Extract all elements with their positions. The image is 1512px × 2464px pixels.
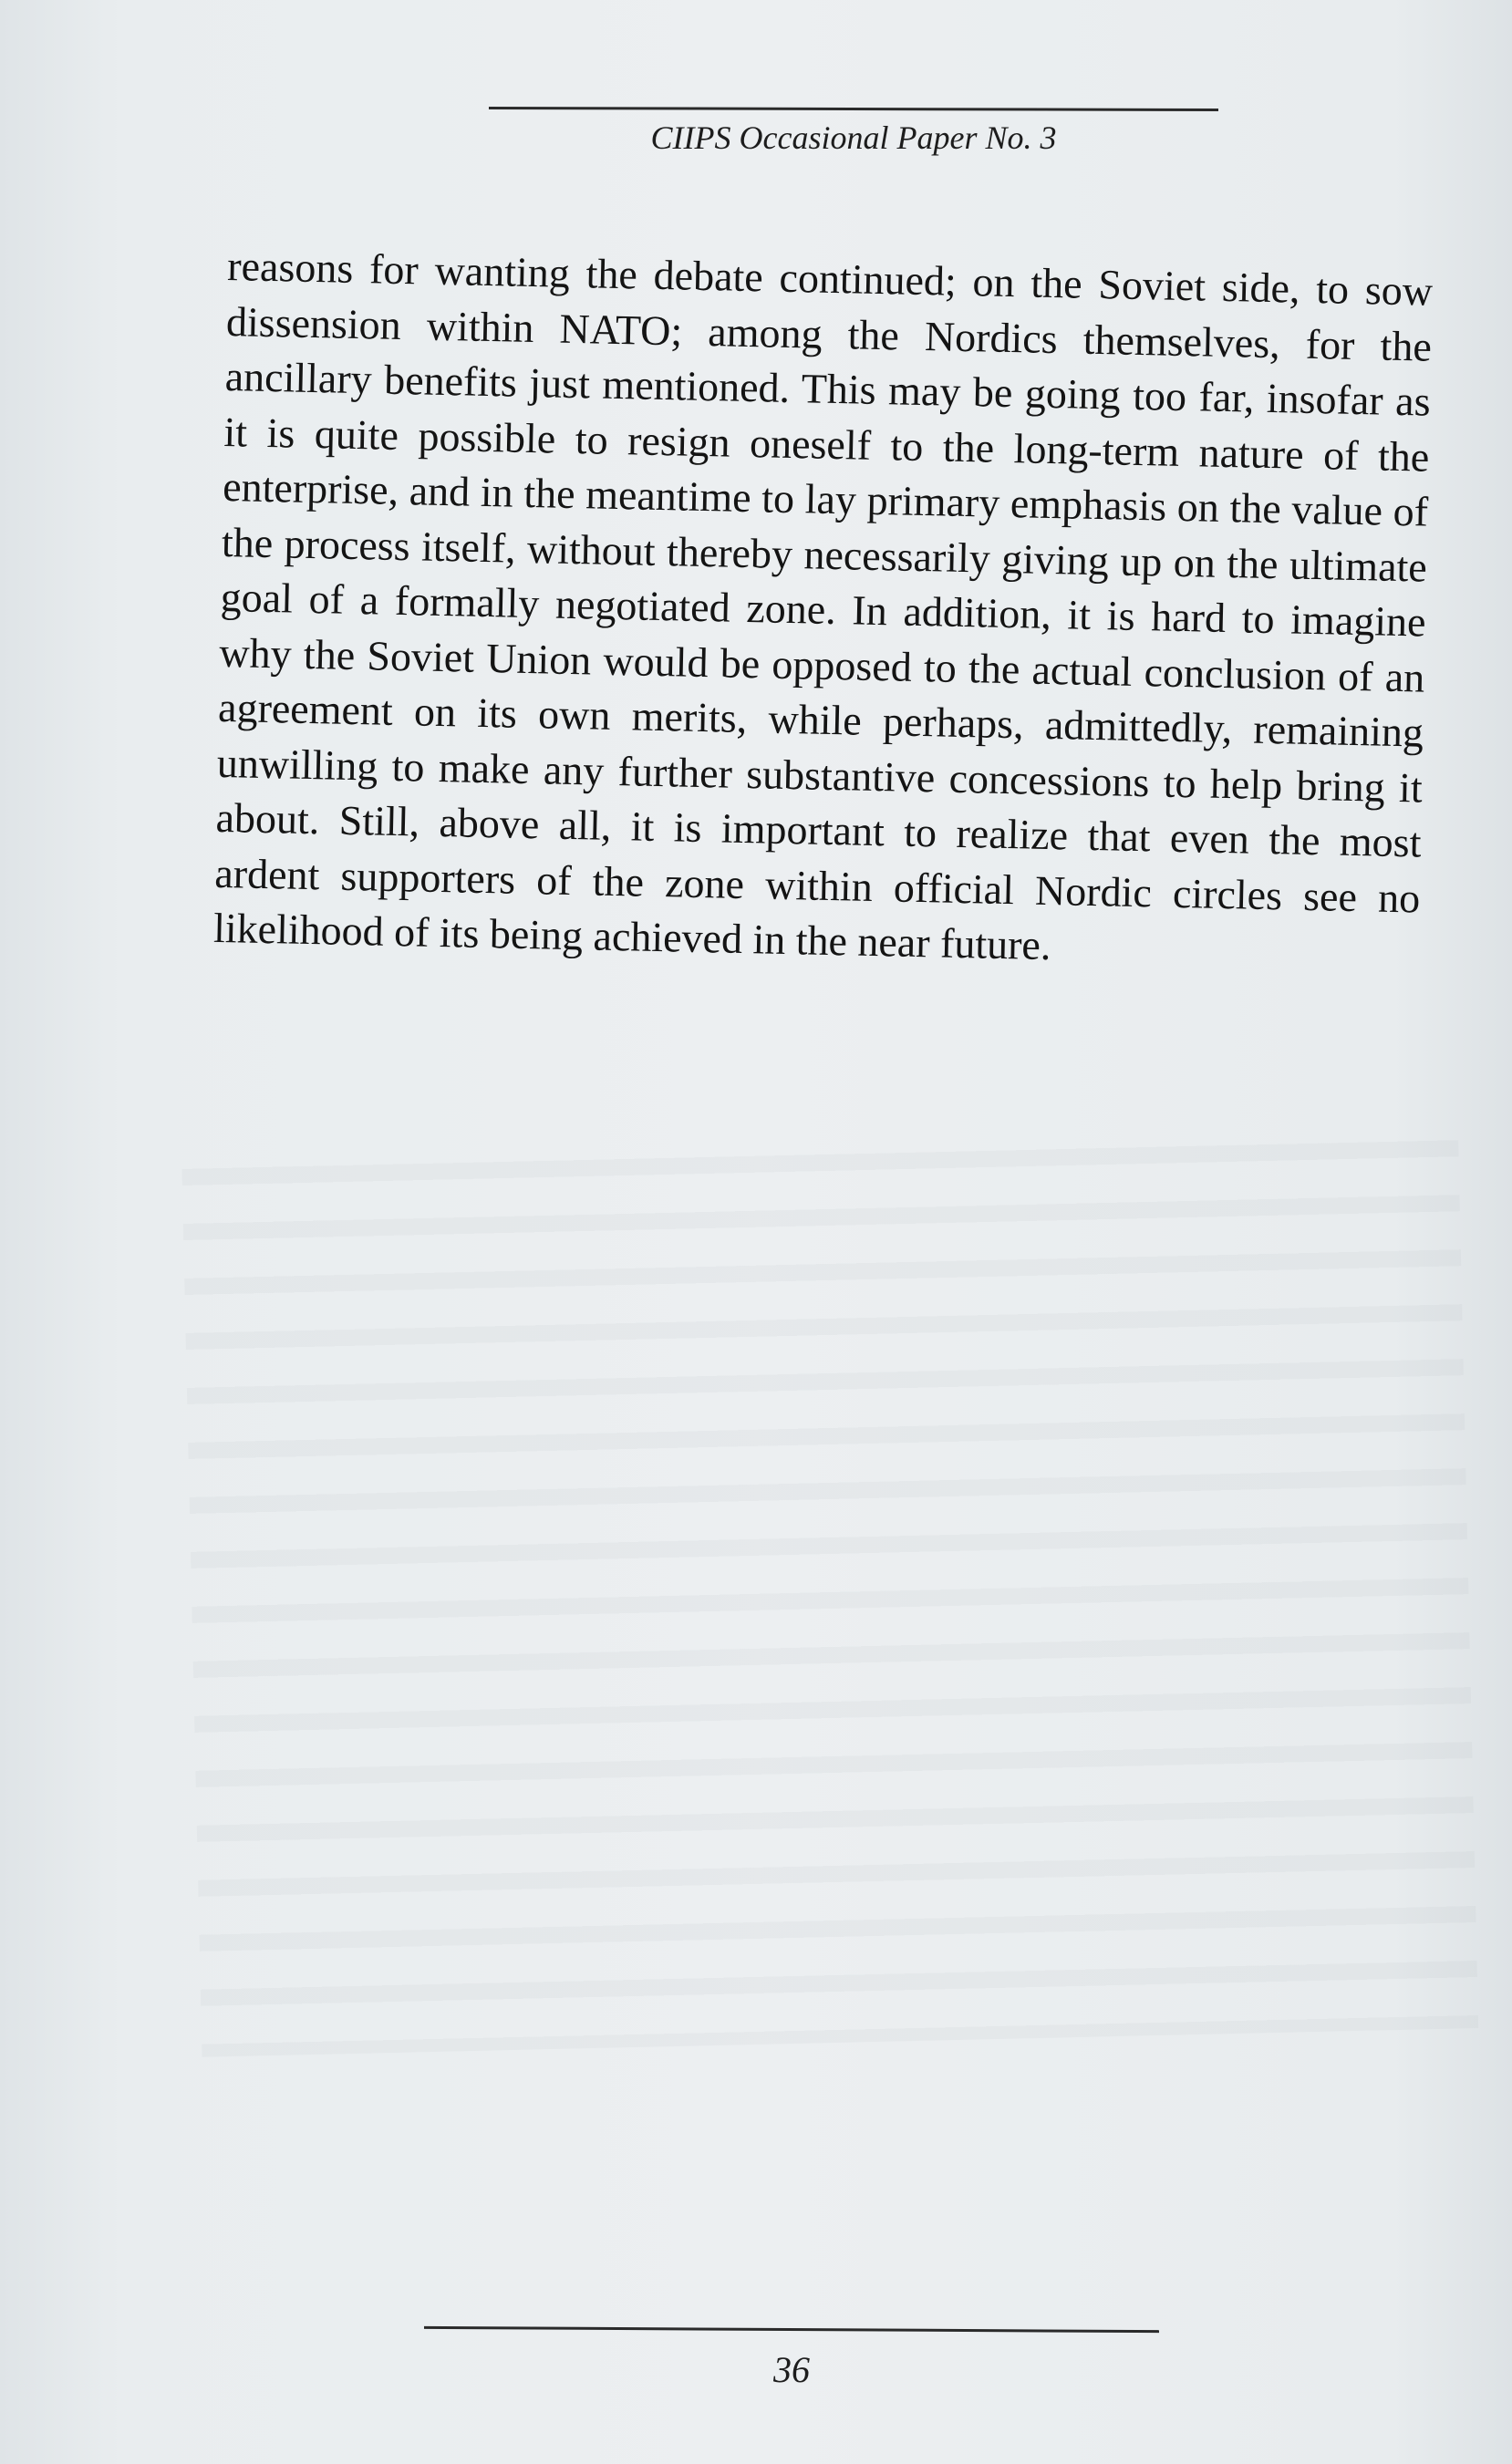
footer-rule bbox=[424, 2326, 1159, 2333]
show-through-background bbox=[181, 1116, 1478, 2057]
running-header: CIIPS Occasional Paper No. 3 bbox=[650, 119, 1057, 156]
page-number: 36 bbox=[773, 2349, 810, 2390]
body-paragraph: reasons for wanting the debate continued; on the Soviet side, to sow dissension within NATO; among the Nordics themselves, for the ancillary benefits just mentioned. This may be going too far, insofar as it is quite possible to resign oneself to the long-term nature of the enterprise, and in the meantime to lay primary emphasis on the value of the process itself, without thereby necessarily giving up on the ultimate goal of a formally negotiated zone. In addition, it is hard to imagine why the Soviet Union would be opposed to the actual conclusion of an agreement on its own merits, while perhaps, admittedly, remaining unwilling to make any further substantive concessions to help bring it about. Still, above all, it is important to realize that even the most ardent supporters of the zone within official Nordic circles see no likelihood of its being achieved in the near future. bbox=[212, 242, 1434, 969]
header-rule bbox=[489, 107, 1218, 111]
